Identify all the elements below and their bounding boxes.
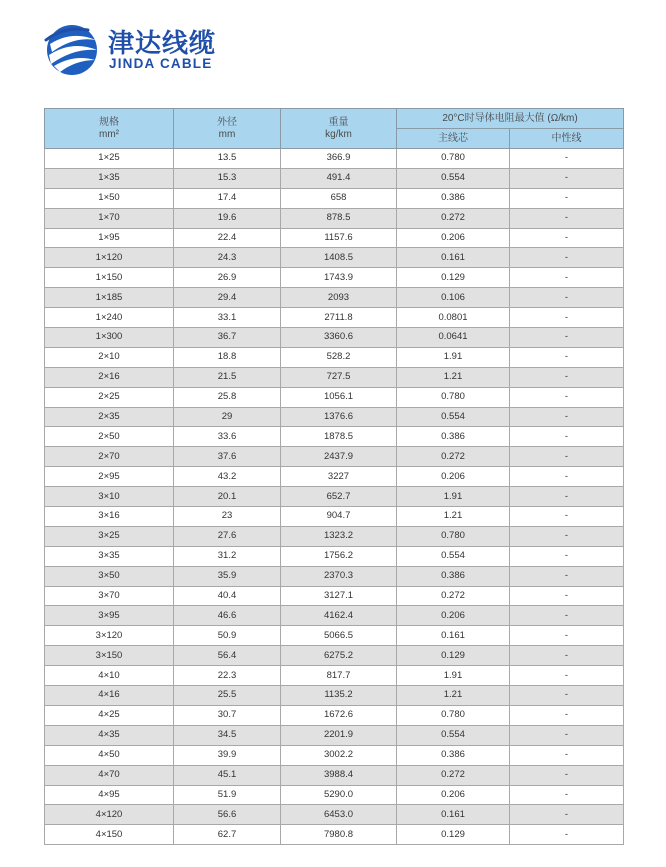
cell-spec: 4×16 (45, 686, 174, 706)
cell-weight: 5066.5 (281, 626, 397, 646)
cell-weight: 817.7 (281, 666, 397, 686)
cell-main-core: 0.129 (397, 646, 510, 666)
header-weight-unit: kg/km (325, 128, 352, 140)
cell-neutral: - (510, 407, 624, 427)
cell-main-core: 0.0801 (397, 308, 510, 328)
table-row (45, 228, 624, 248)
cell-neutral: - (510, 546, 624, 566)
cell-weight: 7980.8 (281, 825, 397, 845)
cell-weight: 3360.6 (281, 328, 397, 348)
cell-spec: 3×95 (45, 606, 174, 626)
cell-neutral: - (510, 526, 624, 546)
cell-od: 25.8 (174, 387, 281, 407)
cell-neutral: - (510, 626, 624, 646)
cell-spec: 1×120 (45, 248, 174, 268)
cell-weight: 1743.9 (281, 268, 397, 288)
table-row (45, 606, 624, 626)
cell-spec: 3×120 (45, 626, 174, 646)
table-row (45, 208, 624, 228)
cell-spec: 3×35 (45, 546, 174, 566)
cell-neutral: - (510, 507, 624, 527)
cell-od: 62.7 (174, 825, 281, 845)
cell-neutral: - (510, 367, 624, 387)
cell-weight: 2093 (281, 288, 397, 308)
cell-neutral: - (510, 168, 624, 188)
cell-neutral: - (510, 586, 624, 606)
table-row (45, 805, 624, 825)
header-weight (281, 109, 397, 149)
table-row (45, 626, 624, 646)
table-row (45, 646, 624, 666)
cell-main-core: 1.21 (397, 507, 510, 527)
table-row (45, 168, 624, 188)
cell-neutral: - (510, 566, 624, 586)
cell-main-core: 0.272 (397, 208, 510, 228)
header-spec-unit: mm² (99, 128, 119, 140)
cell-spec: 4×10 (45, 666, 174, 686)
cell-neutral: - (510, 427, 624, 447)
cell-neutral: - (510, 745, 624, 765)
table-row (45, 745, 624, 765)
cell-od: 45.1 (174, 765, 281, 785)
cell-spec: 1×150 (45, 268, 174, 288)
header-od-unit: mm (218, 128, 236, 140)
table-row (45, 328, 624, 348)
header-neutral: 中性线 (510, 129, 624, 149)
table-row (45, 288, 624, 308)
cell-od: 35.9 (174, 566, 281, 586)
cell-neutral: - (510, 268, 624, 288)
cell-weight: 6453.0 (281, 805, 397, 825)
cell-od: 26.9 (174, 268, 281, 288)
table-row (45, 507, 624, 527)
cell-main-core: 0.386 (397, 427, 510, 447)
cell-od: 33.1 (174, 308, 281, 328)
cell-weight: 1408.5 (281, 248, 397, 268)
cell-main-core: 0.129 (397, 825, 510, 845)
cell-od: 23 (174, 507, 281, 527)
cell-neutral: - (510, 467, 624, 487)
cell-main-core: 0.386 (397, 188, 510, 208)
cell-od: 36.7 (174, 328, 281, 348)
table-row (45, 526, 624, 546)
cell-od: 22.3 (174, 666, 281, 686)
cell-weight: 3227 (281, 467, 397, 487)
table-row (45, 387, 624, 407)
cell-weight: 1157.6 (281, 228, 397, 248)
brand-name-cn: 津达线缆 (108, 29, 217, 59)
cell-od: 19.6 (174, 208, 281, 228)
header-spec (45, 109, 174, 149)
table-row (45, 725, 624, 745)
cell-main-core: 0.780 (397, 526, 510, 546)
cell-spec: 1×25 (45, 149, 174, 169)
cell-od: 13.5 (174, 149, 281, 169)
cell-weight: 727.5 (281, 367, 397, 387)
cell-spec: 1×185 (45, 288, 174, 308)
cell-od: 29.4 (174, 288, 281, 308)
cell-od: 17.4 (174, 188, 281, 208)
cell-spec: 1×35 (45, 168, 174, 188)
cell-neutral: - (510, 666, 624, 686)
cell-weight: 1376.6 (281, 407, 397, 427)
table-body (45, 149, 624, 845)
cell-neutral: - (510, 785, 624, 805)
cell-od: 18.8 (174, 347, 281, 367)
cell-neutral: - (510, 825, 624, 845)
cell-spec: 3×25 (45, 526, 174, 546)
cell-main-core: 0.780 (397, 149, 510, 169)
cell-spec: 3×10 (45, 487, 174, 507)
cell-neutral: - (510, 686, 624, 706)
cell-od: 27.6 (174, 526, 281, 546)
cell-neutral: - (510, 805, 624, 825)
cell-spec: 4×70 (45, 765, 174, 785)
cell-spec: 4×150 (45, 825, 174, 845)
cell-od: 21.5 (174, 367, 281, 387)
table-row (45, 268, 624, 288)
cell-weight: 528.2 (281, 347, 397, 367)
table-row (45, 546, 624, 566)
globe-swoosh-icon (44, 22, 100, 78)
cell-spec: 2×25 (45, 387, 174, 407)
cell-main-core: 0.272 (397, 447, 510, 467)
cell-main-core: 0.206 (397, 228, 510, 248)
cell-main-core: 1.91 (397, 666, 510, 686)
table-row (45, 467, 624, 487)
cell-spec: 1×50 (45, 188, 174, 208)
cell-weight: 2370.3 (281, 566, 397, 586)
cell-spec: 2×50 (45, 427, 174, 447)
cell-neutral: - (510, 606, 624, 626)
cell-weight: 3127.1 (281, 586, 397, 606)
cell-main-core: 0.206 (397, 785, 510, 805)
cell-main-core: 0.554 (397, 546, 510, 566)
cell-main-core: 0.780 (397, 705, 510, 725)
cell-main-core: 0.554 (397, 725, 510, 745)
brand-logo (44, 22, 244, 78)
cell-main-core: 0.386 (397, 745, 510, 765)
table-row (45, 248, 624, 268)
table-row (45, 347, 624, 367)
table-row (45, 308, 624, 328)
table-row (45, 825, 624, 845)
cell-od: 20.1 (174, 487, 281, 507)
cell-main-core: 1.91 (397, 347, 510, 367)
table-row (45, 705, 624, 725)
cell-neutral: - (510, 208, 624, 228)
header-od-label: 外径 (217, 116, 237, 128)
cell-main-core: 0.780 (397, 387, 510, 407)
cell-main-core: 0.386 (397, 566, 510, 586)
table-row (45, 188, 624, 208)
cell-main-core: 1.91 (397, 487, 510, 507)
cell-neutral: - (510, 308, 624, 328)
cell-weight: 2201.9 (281, 725, 397, 745)
table-row (45, 785, 624, 805)
cell-main-core: 0.129 (397, 268, 510, 288)
cell-spec: 3×16 (45, 507, 174, 527)
cell-weight: 1878.5 (281, 427, 397, 447)
table-row (45, 487, 624, 507)
cell-od: 51.9 (174, 785, 281, 805)
cell-weight: 6275.2 (281, 646, 397, 666)
cell-od: 15.3 (174, 168, 281, 188)
cell-spec: 1×95 (45, 228, 174, 248)
cell-od: 56.6 (174, 805, 281, 825)
table-row (45, 447, 624, 467)
cell-weight: 4162.4 (281, 606, 397, 626)
cell-neutral: - (510, 765, 624, 785)
cell-main-core: 0.554 (397, 168, 510, 188)
cell-weight: 878.5 (281, 208, 397, 228)
cell-spec: 4×35 (45, 725, 174, 745)
cell-main-core: 0.206 (397, 606, 510, 626)
header-weight-label: 重量 (328, 116, 349, 128)
cell-od: 46.6 (174, 606, 281, 626)
cell-od: 25.5 (174, 686, 281, 706)
brand-name-en: JINDA CABLE (109, 56, 213, 71)
cell-od: 50.9 (174, 626, 281, 646)
cell-main-core: 0.272 (397, 586, 510, 606)
cell-main-core: 0.161 (397, 805, 510, 825)
cell-main-core: 0.106 (397, 288, 510, 308)
cell-weight: 3002.2 (281, 745, 397, 765)
cell-spec: 2×95 (45, 467, 174, 487)
cell-weight: 1135.2 (281, 686, 397, 706)
cell-weight: 1756.2 (281, 546, 397, 566)
cell-weight: 904.7 (281, 507, 397, 527)
cell-spec: 1×300 (45, 328, 174, 348)
cell-main-core: 0.554 (397, 407, 510, 427)
header-od (174, 109, 281, 149)
cell-od: 37.6 (174, 447, 281, 467)
header-resistance: 20°C时导体电阻最大值 (Ω/km) (397, 109, 624, 129)
cell-spec: 2×10 (45, 347, 174, 367)
cell-main-core: 1.21 (397, 367, 510, 387)
cell-neutral: - (510, 288, 624, 308)
cell-neutral: - (510, 188, 624, 208)
cell-spec: 4×50 (45, 745, 174, 765)
cable-spec-table (44, 108, 624, 845)
table-row (45, 566, 624, 586)
cell-od: 29 (174, 407, 281, 427)
cell-spec: 3×70 (45, 586, 174, 606)
cell-neutral: - (510, 347, 624, 367)
cell-neutral: - (510, 646, 624, 666)
cell-spec: 3×50 (45, 566, 174, 586)
table-row (45, 686, 624, 706)
cell-main-core: 0.0641 (397, 328, 510, 348)
table-row (45, 586, 624, 606)
cell-weight: 1056.1 (281, 387, 397, 407)
cell-weight: 652.7 (281, 487, 397, 507)
cell-neutral: - (510, 705, 624, 725)
table-row (45, 666, 624, 686)
cell-neutral: - (510, 149, 624, 169)
cell-weight: 2711.8 (281, 308, 397, 328)
cell-od: 22.4 (174, 228, 281, 248)
cell-weight: 366.9 (281, 149, 397, 169)
cell-od: 30.7 (174, 705, 281, 725)
cell-weight: 2437.9 (281, 447, 397, 467)
cell-od: 40.4 (174, 586, 281, 606)
table-row (45, 367, 624, 387)
cell-spec: 2×70 (45, 447, 174, 467)
cell-main-core: 0.206 (397, 467, 510, 487)
cell-od: 24.3 (174, 248, 281, 268)
cell-neutral: - (510, 447, 624, 467)
cell-neutral: - (510, 248, 624, 268)
cell-weight: 1672.6 (281, 705, 397, 725)
cell-main-core: 0.272 (397, 765, 510, 785)
cell-spec: 3×150 (45, 646, 174, 666)
cell-weight: 1323.2 (281, 526, 397, 546)
cell-weight: 3988.4 (281, 765, 397, 785)
table-row (45, 765, 624, 785)
cell-neutral: - (510, 725, 624, 745)
table-row (45, 149, 624, 169)
cell-main-core: 1.21 (397, 686, 510, 706)
cell-spec: 1×70 (45, 208, 174, 228)
cell-neutral: - (510, 328, 624, 348)
cell-weight: 5290.0 (281, 785, 397, 805)
header-main-core: 主线芯 (397, 129, 510, 149)
cell-spec: 4×95 (45, 785, 174, 805)
cell-spec: 4×25 (45, 705, 174, 725)
cell-spec: 2×16 (45, 367, 174, 387)
cell-od: 34.5 (174, 725, 281, 745)
cell-neutral: - (510, 228, 624, 248)
cell-od: 33.6 (174, 427, 281, 447)
header-spec-label: 规格 (99, 116, 119, 128)
table-row (45, 407, 624, 427)
cell-main-core: 0.161 (397, 248, 510, 268)
cell-od: 39.9 (174, 745, 281, 765)
cell-weight: 491.4 (281, 168, 397, 188)
cell-weight: 658 (281, 188, 397, 208)
table-row (45, 427, 624, 447)
cell-od: 43.2 (174, 467, 281, 487)
cell-od: 56.4 (174, 646, 281, 666)
cell-neutral: - (510, 387, 624, 407)
cell-neutral: - (510, 487, 624, 507)
cell-main-core: 0.161 (397, 626, 510, 646)
cell-spec: 2×35 (45, 407, 174, 427)
cell-spec: 4×120 (45, 805, 174, 825)
cell-od: 31.2 (174, 546, 281, 566)
cell-spec: 1×240 (45, 308, 174, 328)
